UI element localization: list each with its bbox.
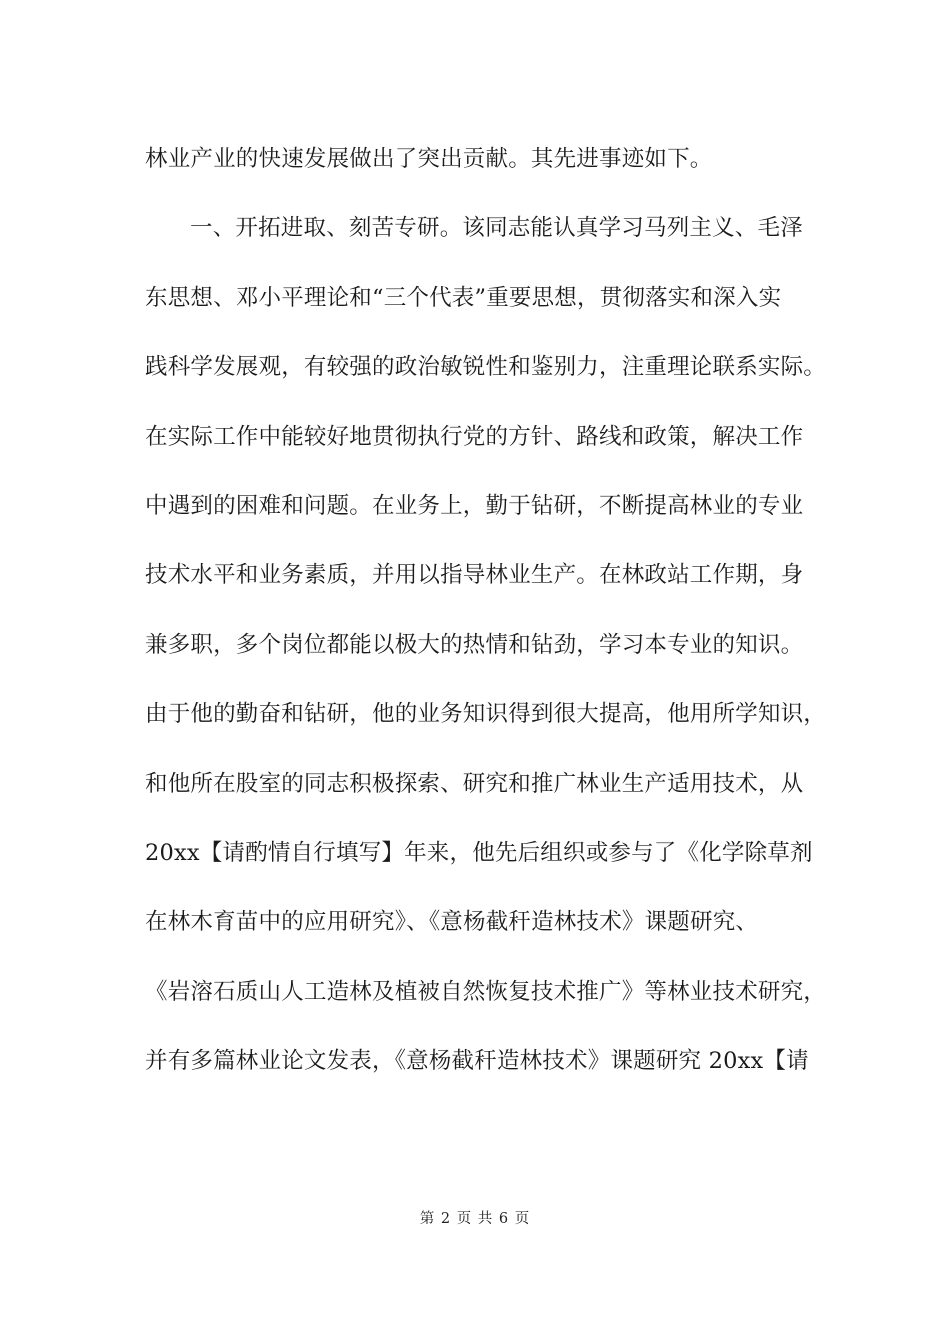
text-line: 技术水平和业务素质，并用以指导林业生产。在林政站工作期，身 — [145, 562, 804, 589]
text-line: 践科学发展观，有较强的政治敏锐性和鉴别力，注重理论联系实际。 — [145, 354, 827, 381]
text-line: 一、开拓进取、刻苦专研。该同志能认真学习马列主义、毛泽 — [190, 215, 803, 242]
text-line: 《岩溶石质山人工造林及植被自然恢复技术推广》等林业技术研究， — [145, 978, 827, 1005]
text-line: 林业产业的快速发展做出了突出贡献。其先进事迹如下。 — [145, 146, 713, 172]
text-line: 兼多职，多个岗位都能以极大的热情和钻劲，学习本专业的知识。 — [145, 631, 804, 658]
page-number-footer: 第 2 页 共 6 页 — [419, 1211, 531, 1227]
text-line: 在实际工作中能较好地贯彻执行党的方针、路线和政策，解决工作 — [145, 423, 804, 450]
text-line: 并有多篇林业论文发表，《意杨截秆造林技术》课题研究 20xx【请 — [145, 1048, 809, 1075]
text-line: 和他所在股室的同志积极探索、研究和推广林业生产适用技术，从 — [145, 770, 804, 797]
text-line: 在林木育苗中的应用研究》、《意杨截秆造林技术》课题研究、 — [145, 909, 759, 936]
text-line: 东思想、邓小平理论和“三个代表”重要思想，贯彻落实和深入实 — [145, 284, 782, 311]
text-line: 由于他的勤奋和钻研，他的业务知识得到很大提高，他用所学知识， — [145, 701, 827, 728]
body-text — [145, 136, 827, 1107]
text-line: 20xx【请酌情自行填写】年来，他先后组织或参与了《化学除草剂 — [145, 839, 813, 866]
text-line: 中遇到的困难和问题。在业务上，勤于钻研，不断提高林业的专业 — [145, 492, 804, 519]
